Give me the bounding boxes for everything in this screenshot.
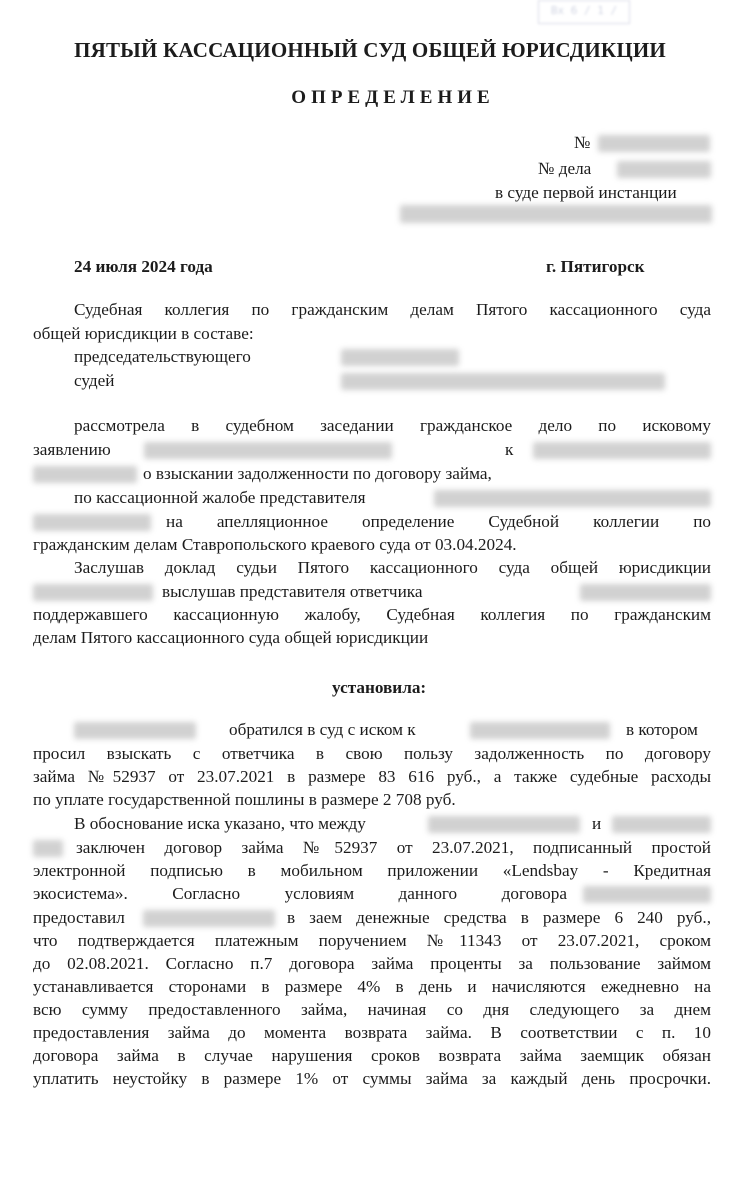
body-p2-i: всю сумму предоставленного займа, начиная со дня следующего за днем [33,1000,711,1019]
body-p2-j: предоставления займа до момента возврата займа. В соответствии с п. 10 [33,1023,711,1042]
body-p2-l: уплатить неустойку в размере 1% от суммы займа за каждый день просрочки. [33,1069,711,1088]
intro-line-4: по кассационной жалобе представителя [74,488,366,507]
intro-line-1: рассмотрела в судебном заседании гражданское дело по исковому [74,416,711,435]
redacted-plaintiff [144,442,392,459]
body-p1-e: по уплате государственной пошлины в размере 2 708 руб. [33,790,456,809]
intro-line-2a: заявлению [33,440,111,459]
body-p1-d: займа №52937 от 23.07.2021 в размере 83 616 руб., а также судебные расходы [33,767,711,786]
body-p2-k: договора займа в случае нарушения сроков возврата займа заемщик обязан [33,1046,711,1065]
redacted-defendant-2 [470,722,610,739]
redacted-defendant-representative [580,584,711,601]
body-p2-b: заключен договор займа №52937 от 23.07.2021, подписанный простой [76,838,711,857]
body-p2-f: что подтверждается платежным поручением №11343 от 23.07.2021, сроком [33,931,711,950]
intro-line-8: выслушав представителя ответчика [162,582,423,601]
body-p2-d: экосистема». Согласно условиям данного договора [33,884,567,903]
intro-line-2b: к [505,440,514,459]
document-type: ОПРЕДЕЛЕНИЕ [291,87,495,108]
body-p2-e1: предоставил [33,908,125,927]
intro-line-6: гражданским делам Ставропольского краевого суда от 03.04.2024. [33,535,517,554]
judges-label: судей [74,371,115,390]
body-p2-e2: в заем денежные средства в размере 6 240 руб., [287,908,711,927]
redacted-representative [434,490,711,507]
redacted-party-2-cont [33,840,63,857]
body-p2-c: электронной подписью в мобильном приложении «Lendsbay - Кредитная [33,861,711,880]
panel-line-1: Судебная коллегия по гражданским делам Пятого кассационного суда [74,300,711,319]
presiding-label: председательствующего [74,347,251,366]
incoming-stamp: Вх 6 / 1 / [538,0,630,24]
redacted-judges [341,373,665,390]
decision-city: г. Пятигорск [546,257,645,276]
body-p1-a: обратился в суд с иском к [229,720,416,739]
number-label: № [574,133,591,152]
intro-line-5: на апелляционное определение Судебной коллегии по [166,512,711,531]
body-p2-a2: и [592,814,602,833]
redacted-borrower [143,910,275,927]
intro-line-9: поддержавшего кассационную жалобу, Судебная коллегия по гражданским [33,605,711,624]
decision-date: 24 июля 2024 года [74,257,213,276]
court-name: ПЯТЫЙ КАССАЦИОННЫЙ СУД ОБЩЕЙ ЮРИСДИКЦИИ [74,38,666,62]
redacted-plaintiff-2 [74,722,196,739]
body-p1-b: в котором [626,720,698,739]
intro-line-7: Заслушав доклад судьи Пятого кассационного суда общей юрисдикции [74,558,711,577]
redacted-case-number [617,161,711,178]
redacted-defendant-cont [33,466,137,483]
body-p2-h: устанавливается сторонами в размере 4% в день и начисляются ежедневно на [33,977,711,996]
redacted-number [598,135,710,152]
redacted-lender [583,886,711,903]
panel-line-2: общей юрисдикции в составе: [33,324,254,343]
redacted-party-2 [612,816,711,833]
first-instance-label: в суде первой инстанции [495,183,677,202]
body-p2-g: до 02.08.2021. Согласно п.7 договора займа проценты за пользование займом [33,954,711,973]
intro-line-10: делам Пятого кассационного суда общей юрисдикции [33,628,429,647]
redacted-first-instance-number [400,205,712,223]
intro-line-3: о взыскании задолженности по договору займа, [143,464,492,483]
established-heading: установила: [332,678,427,697]
redacted-defendant [533,442,711,459]
case-number-label: № дела [538,159,592,178]
body-p1-c: просил взыскать с ответчика в свою пользу задолженность по договору [33,744,711,763]
redacted-party-1 [428,816,580,833]
body-p2-a: В обоснование иска указано, что между [74,814,366,833]
redacted-representative-cont [33,514,151,531]
redacted-reporting-judge [33,584,153,601]
redacted-presiding-judge [341,349,459,366]
